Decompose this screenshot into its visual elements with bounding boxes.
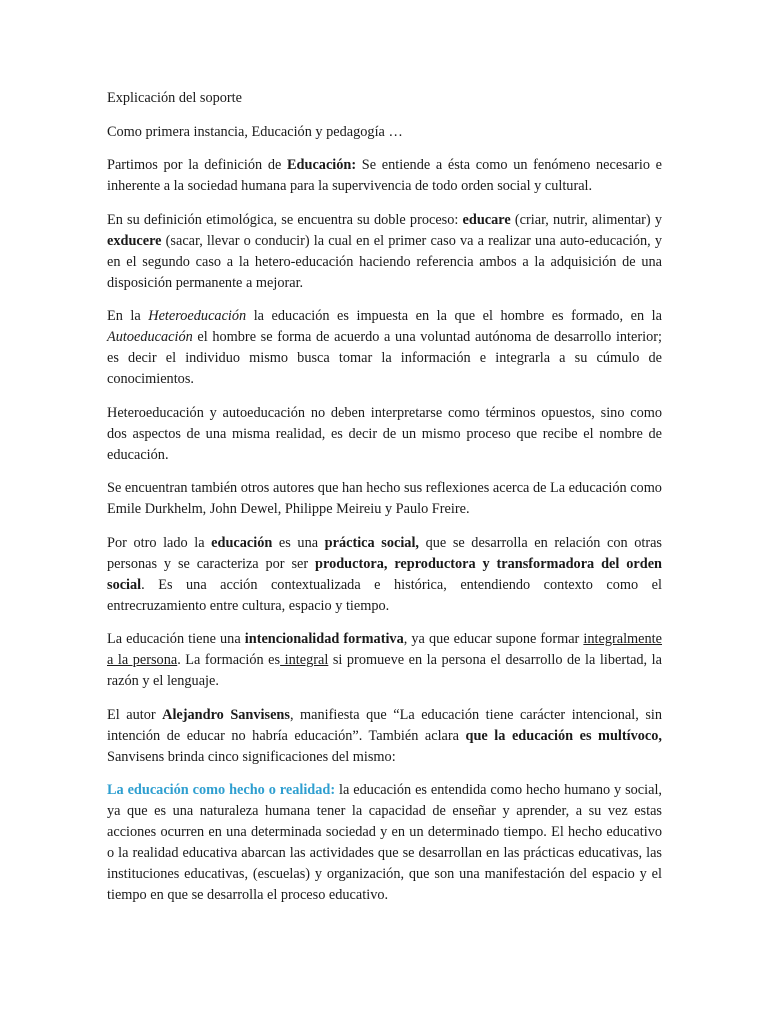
text-run: En su definición etimológica, se encuentra su doble proceso: xyxy=(107,211,463,228)
highlighted-heading-hecho-realidad: La educación como hecho o realidad: xyxy=(107,782,336,798)
text-run: la educación es impuesta en la que el hombre es formado, en la xyxy=(246,308,662,324)
bold-term-educacion: Educación: xyxy=(287,157,357,173)
paragraph-not-opposites xyxy=(107,403,662,466)
text-run: . Es una acción contextualizada e histórica, entendiendo contexto como el entrecruzamiento entre cultura, espacio y tiempo. xyxy=(107,576,662,614)
bold-term-practica-social: práctica social, xyxy=(324,534,419,551)
paragraph-definition xyxy=(107,155,662,197)
text-run: Partimos por la definición de xyxy=(107,157,288,173)
document-body xyxy=(107,88,662,919)
underlined-term-integral: integral xyxy=(280,652,329,668)
bold-term-educare: educare xyxy=(462,211,511,228)
bold-author-name: Alejandro Sanvisens xyxy=(162,706,290,723)
bold-term-exducere: exducere xyxy=(107,232,162,249)
paragraph-hecho-realidad xyxy=(107,780,662,906)
paragraph-intentionality xyxy=(107,629,662,692)
paragraph-etymology xyxy=(107,210,662,294)
paragraph-social-practice xyxy=(107,533,662,617)
text-run: Por otro lado la xyxy=(107,534,212,551)
text-run: Heteroeducación y autoeducación no deben interpretarse como términos opuestos, sino como dos aspectos de una misma realidad, es decir de un mismo proceso que recibe el nombre de educación. xyxy=(107,404,662,463)
paragraph-authors xyxy=(107,478,662,520)
text-run: En la xyxy=(107,308,149,324)
paragraph-sanvisens xyxy=(107,705,662,768)
bold-term-intencionalidad: intencionalidad formativa xyxy=(244,631,404,647)
text-run: que se desarrolla en relación con otras personas y se caracteriza por ser xyxy=(107,534,662,572)
italic-term-autoeducacion: Autoeducación xyxy=(107,329,193,345)
text-run: (sacar, llevar o conducir) la cual en el primer caso va a realizar una auto-educación, y en el segundo caso a la hetero-educación haciendo referencia ambos a la adquisición de una disposición permanente a mejorar. xyxy=(107,232,662,291)
text-run: La educación tiene una xyxy=(107,631,245,647)
text-run: Se encuentran también otros autores que han hecho sus reflexiones acerca de La educación como Emile Durkhelm, John Dewel, Philippe Meireiu y Paulo Freire. xyxy=(107,480,662,517)
paragraph-hetero-auto xyxy=(107,306,662,390)
intro-paragraph xyxy=(107,122,662,143)
document-heading xyxy=(107,88,662,109)
heading-text: Explicación del soporte xyxy=(107,90,242,106)
text-run: (criar, nutrir, alimentar) y xyxy=(510,211,663,228)
text-run: el hombre se forma de acuerdo a una voluntad autónoma de desarrollo interior; es decir el individuo mismo busca tomar la información e integrarla a su cúmulo de conocimientos. xyxy=(107,329,662,387)
text-run: . La formación es xyxy=(177,652,281,668)
text-run: la educación es entendida como hecho humano y social, ya que es una naturaleza humana tener la capacidad de enseñar y aprender, a su vez estas acciones ocurren en una determinada sociedad y en un determinado tiempo. El hecho educativo o la realidad educativa abarcan las actividades que se desarrollan en las prácticas educativas, las instituciones educativas, (escuelas) y organización, que son una manifestación del espacio y el tiempo en que se desarrolla el proceso educativo. xyxy=(107,782,662,903)
italic-term-heteroeducacion: Heteroeducación xyxy=(148,308,247,324)
text-run: , ya que educar supone formar xyxy=(403,631,584,647)
underlined-term-integralmente: integralmente a la persona xyxy=(107,631,662,668)
text-run: , manifiesta que “La educación tiene carácter intencional, sin intención de educar no habría educación”. También aclara xyxy=(107,706,662,744)
bold-term-multivoco: que la educación es multívoco, xyxy=(465,727,662,744)
bold-term-educacion: educación xyxy=(211,534,273,551)
intro-text: Como primera instancia, Educación y pedagogía … xyxy=(107,123,403,140)
text-run: Sanvisens brinda cinco significaciones del mismo: xyxy=(107,748,396,765)
text-run: El autor xyxy=(107,706,163,723)
text-run: si promueve en la persona el desarrollo de la libertad, la razón y el lenguaje. xyxy=(107,652,662,689)
text-run: es una xyxy=(272,534,325,551)
bold-term-productora: productora, reproductora y transformadora del orden social xyxy=(107,555,662,593)
text-run: Se entiende a ésta como un fenómeno necesario e inherente a la sociedad humana para la supervivencia de todo orden social y cultural. xyxy=(107,157,662,194)
